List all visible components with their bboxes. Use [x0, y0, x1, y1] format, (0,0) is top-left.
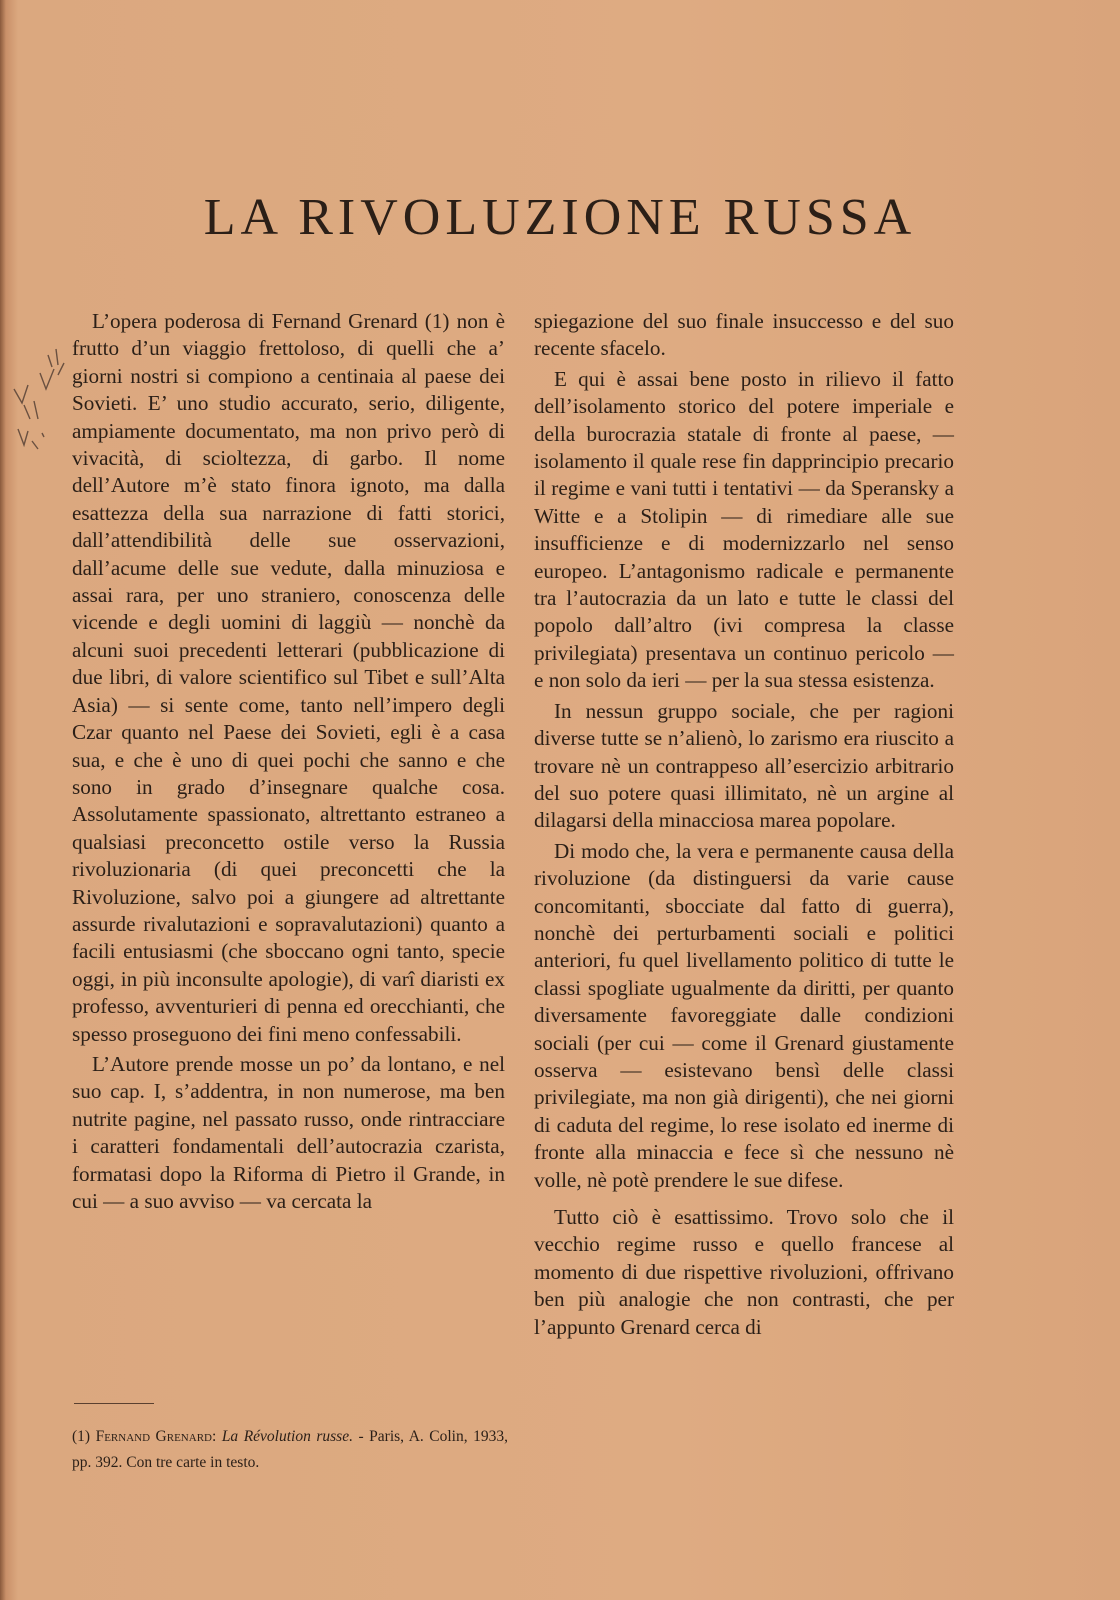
- paragraph: E qui è assai bene posto in rilievo il fatto dell’isolamento storico del potere imperiale e della burocrazia statale di fronte al paese, — isolamento il quale rese fin dapprincipio precario il regime e vani tutti i tentativi — da Speransky a Witte e a Stolipin — di rimediare alle sue insufficienze e di modernizzarlo nel senso europeo. L’antagonismo radicale e permanente tra l’autocrazia da un lato e tutte le classi del popolo dall’altro (ivi compresa la classe privilegiata) presentava un continuo pericolo — e non solo da ieri — per la sua stessa esistenza.: [534, 366, 954, 693]
- footnote-details: - Paris, A. Colin, 1933, pp. 392. Con tre carte in testo.: [72, 1428, 508, 1471]
- page-title: LA RIVOLUZIONE RUSSA: [203, 189, 917, 246]
- footnote-author: Fernand Grenard:: [95, 1428, 217, 1445]
- paragraph: spiegazione del suo finale insuccesso e del suo recente sfacelo.: [534, 309, 954, 361]
- footnote-marker: (1): [72, 1428, 91, 1445]
- paragraph: Di modo che, la vera e permanente causa della rivoluzione (da distinguersi da varie cause concomitanti, sbocciate dal fatto di guerra), nonchè dei perturbamenti sociali e politici anteriori, fu quel livellamento politico di tutte le classi spogliate ugualmente da diritti, per quanto diversamente favoreggiate dalle condizioni sociali (per cui — come il Grenard giustamente osserva — esistevano bensì delle classi privilegiate, ma non già dirigenti), che nei giorni di caduta del regime, lo rese isolato ed inerme di fronte alla minaccia e fece sì che nessuno nè volle, nè potè prendere le sue difese.: [534, 838, 954, 1192]
- footnote-work-title: La Révolution russe.: [221, 1428, 353, 1445]
- paragraph: Tutto ciò è esattissimo. Trovo solo che il vecchio regime russo e quello francese al momento di due rispettive rivoluzioni, offrivano ben più analogie che non contrasti, che per l’appunto Grenard cerca di: [534, 1205, 954, 1339]
- paragraph: L’Autore prende mosse un po’ da lontano, e nel suo cap. I, s’addentra, in non numerose, ma ben nutrite pagine, nel passato russo, onde rintracciare i caratteri fondamentali dell’autocrazia czarista, formatasi dopo la Riforma di Pietro il Grande, in cui — a suo avviso — va cercata la: [72, 1051, 505, 1213]
- paragraph: In nessun gruppo sociale, che per ragioni diverse tutte se n’alienò, lo zarismo era riuscito a trovare nè un contrappeso all’esercizio arbitrario del suo potere quasi illimitato, nè un argine al dilagarsi della minacciosa marea popolare.: [534, 698, 954, 833]
- footnote-divider: [74, 1403, 154, 1404]
- footnote: [72, 1424, 508, 1476]
- paragraph: L’opera poderosa di Fernand Grenard (1) non è frutto d’un viaggio frettoloso, di quelli che a’ giorni nostri si compiono a centinaia al paese dei Sovieti. E’ uno studio accurato, serio, diligente, ampiamente documentato, ma non privo però di vivacità, di scioltezza, di garbo. Il nome dell’Autore m’è stato finora ignoto, ma dalla esattezza della sua narrazione di fatti storici, dall’attendibilità delle sue osservazioni, dall’acume delle sue vedute, dalla minuziosa e assai rara, per uno straniero, conoscenza delle vicende e degli uomini di laggiù — nonchè da alcuni suoi precedenti letterari (pubblicazione di due libri, di valore scientifico sul Tibet e sull’Alta Asia) — si sente come, tanto nell’impero degli Czar quanto nel Paese dei Sovieti, egli è a casa sua, e che è uno di quei pochi che sanno e che sono in grado d’insegnare qualche cosa. Assolutamente spassionato, altrettanto estraneo a qualsiasi preconcetto ostile verso la Russia rivoluzionaria (di quei preconcetti che la Rivoluzione, salvo poi a giungere ad altrettante assurde rivalutazioni e sopravalutazioni) quanto a facili entusiasmi (che sboccano ogni tanto, specie oggi, in più inconsulte apologie), di varî diaristi ex professo, avventurieri di penna ed orecchianti, che spesso proseguono dei fini meno confessabili.: [72, 309, 505, 1046]
- left-column: [72, 308, 505, 1215]
- right-column: [534, 308, 954, 1341]
